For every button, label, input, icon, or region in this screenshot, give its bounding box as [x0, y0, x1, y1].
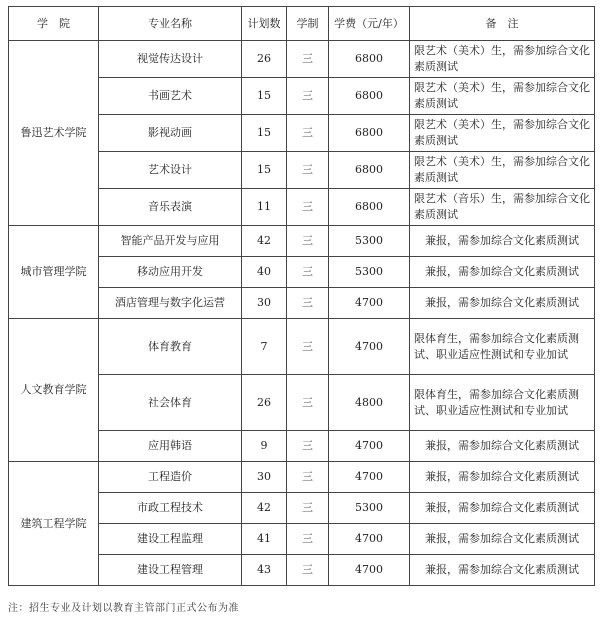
major-cell: 应用韩语: [99, 431, 242, 462]
footnote: 注：招生专业及计划以教育主管部门正式公布为准: [8, 603, 239, 614]
table-row: [9, 226, 595, 257]
table-row: [9, 319, 595, 375]
duration-cell: 三: [287, 319, 329, 375]
fee-cell: 6800: [329, 115, 410, 152]
college-cell: 城市管理学院: [9, 226, 99, 319]
major-cell: 书画艺术: [99, 78, 242, 115]
quota-cell: 15: [242, 115, 287, 152]
fee-cell: 4700: [329, 319, 410, 375]
major-cell: 智能产品开发与应用: [99, 226, 242, 257]
duration-cell: 三: [287, 189, 329, 226]
quota-cell: 42: [242, 493, 287, 524]
quota-cell: 42: [242, 226, 287, 257]
duration-cell: 三: [287, 555, 329, 586]
table-row: [9, 41, 595, 78]
fee-cell: 4700: [329, 462, 410, 493]
major-cell: 音乐表演: [99, 189, 242, 226]
header-major: 专业名称: [99, 7, 242, 41]
college-cell: 人文教育学院: [9, 319, 99, 462]
remark-cell: 兼报，需参加综合文化素质测试: [410, 555, 595, 586]
fee-cell: 4700: [329, 431, 410, 462]
table-row: [9, 462, 595, 493]
remark-cell: 兼报，需参加综合文化素质测试: [410, 493, 595, 524]
quota-cell: 7: [242, 319, 287, 375]
header-college: 学 院: [9, 7, 99, 41]
remark-cell: 限艺术（美术）生，需参加综合文化素质测试: [410, 78, 595, 115]
remark-cell: 兼报，需参加综合文化素质测试: [410, 257, 595, 288]
duration-cell: 三: [287, 257, 329, 288]
duration-cell: 三: [287, 493, 329, 524]
duration-cell: 三: [287, 375, 329, 431]
remark-cell: 兼报，需参加综合文化素质测试: [410, 431, 595, 462]
remark-cell: 限艺术（美术）生，需参加综合文化素质测试: [410, 152, 595, 189]
quota-cell: 15: [242, 78, 287, 115]
header-quota: 计划数: [242, 7, 287, 41]
major-cell: 移动应用开发: [99, 257, 242, 288]
quota-cell: 15: [242, 152, 287, 189]
quota-cell: 26: [242, 41, 287, 78]
quota-cell: 30: [242, 462, 287, 493]
duration-cell: 三: [287, 152, 329, 189]
quota-cell: 26: [242, 375, 287, 431]
remark-cell: 兼报，需参加综合文化素质测试: [410, 288, 595, 319]
fee-cell: 6800: [329, 78, 410, 115]
fee-cell: 6800: [329, 41, 410, 78]
remark-cell: 兼报，需参加综合文化素质测试: [410, 524, 595, 555]
header-remark: 备 注: [410, 7, 595, 41]
remark-cell: 兼报，需参加综合文化素质测试: [410, 226, 595, 257]
major-cell: 艺术设计: [99, 152, 242, 189]
major-cell: 酒店管理与数字化运营: [99, 288, 242, 319]
major-cell: 建设工程监理: [99, 524, 242, 555]
duration-cell: 三: [287, 431, 329, 462]
quota-cell: 9: [242, 431, 287, 462]
fee-cell: 4800: [329, 375, 410, 431]
remark-cell: 限艺术（美术）生，需参加综合文化素质测试: [410, 115, 595, 152]
fee-cell: 5300: [329, 493, 410, 524]
major-cell: 社会体育: [99, 375, 242, 431]
enrollment-table: [8, 6, 595, 586]
quota-cell: 30: [242, 288, 287, 319]
quota-cell: 40: [242, 257, 287, 288]
duration-cell: 三: [287, 288, 329, 319]
header-fee: 学费（元/年）: [329, 7, 410, 41]
quota-cell: 41: [242, 524, 287, 555]
major-cell: 建设工程管理: [99, 555, 242, 586]
duration-cell: 三: [287, 78, 329, 115]
remark-cell: 限艺术（美术）生，需参加综合文化素质测试: [410, 41, 595, 78]
fee-cell: 6800: [329, 152, 410, 189]
fee-cell: 6800: [329, 189, 410, 226]
duration-cell: 三: [287, 115, 329, 152]
remark-cell: 限体育生，需参加综合文化素质测试、职业适应性测试和专业加试: [410, 319, 595, 375]
major-cell: 影视动画: [99, 115, 242, 152]
remark-cell: 限艺术（音乐）生，需参加综合文化素质测试: [410, 189, 595, 226]
quota-cell: 43: [242, 555, 287, 586]
remark-cell: 限体育生，需参加综合文化素质测试、职业适应性测试和专业加试: [410, 375, 595, 431]
major-cell: 体育教育: [99, 319, 242, 375]
major-cell: 工程造价: [99, 462, 242, 493]
duration-cell: 三: [287, 41, 329, 78]
header-duration: 学制: [287, 7, 329, 41]
fee-cell: 4700: [329, 555, 410, 586]
college-cell: 鲁迅艺术学院: [9, 41, 99, 226]
major-cell: 市政工程技术: [99, 493, 242, 524]
quota-cell: 11: [242, 189, 287, 226]
fee-cell: 5300: [329, 226, 410, 257]
college-cell: 建筑工程学院: [9, 462, 99, 586]
fee-cell: 5300: [329, 257, 410, 288]
duration-cell: 三: [287, 226, 329, 257]
fee-cell: 4700: [329, 288, 410, 319]
remark-cell: 兼报，需参加综合文化素质测试: [410, 462, 595, 493]
fee-cell: 4700: [329, 524, 410, 555]
header-row: [9, 7, 595, 41]
duration-cell: 三: [287, 524, 329, 555]
major-cell: 视觉传达设计: [99, 41, 242, 78]
duration-cell: 三: [287, 462, 329, 493]
